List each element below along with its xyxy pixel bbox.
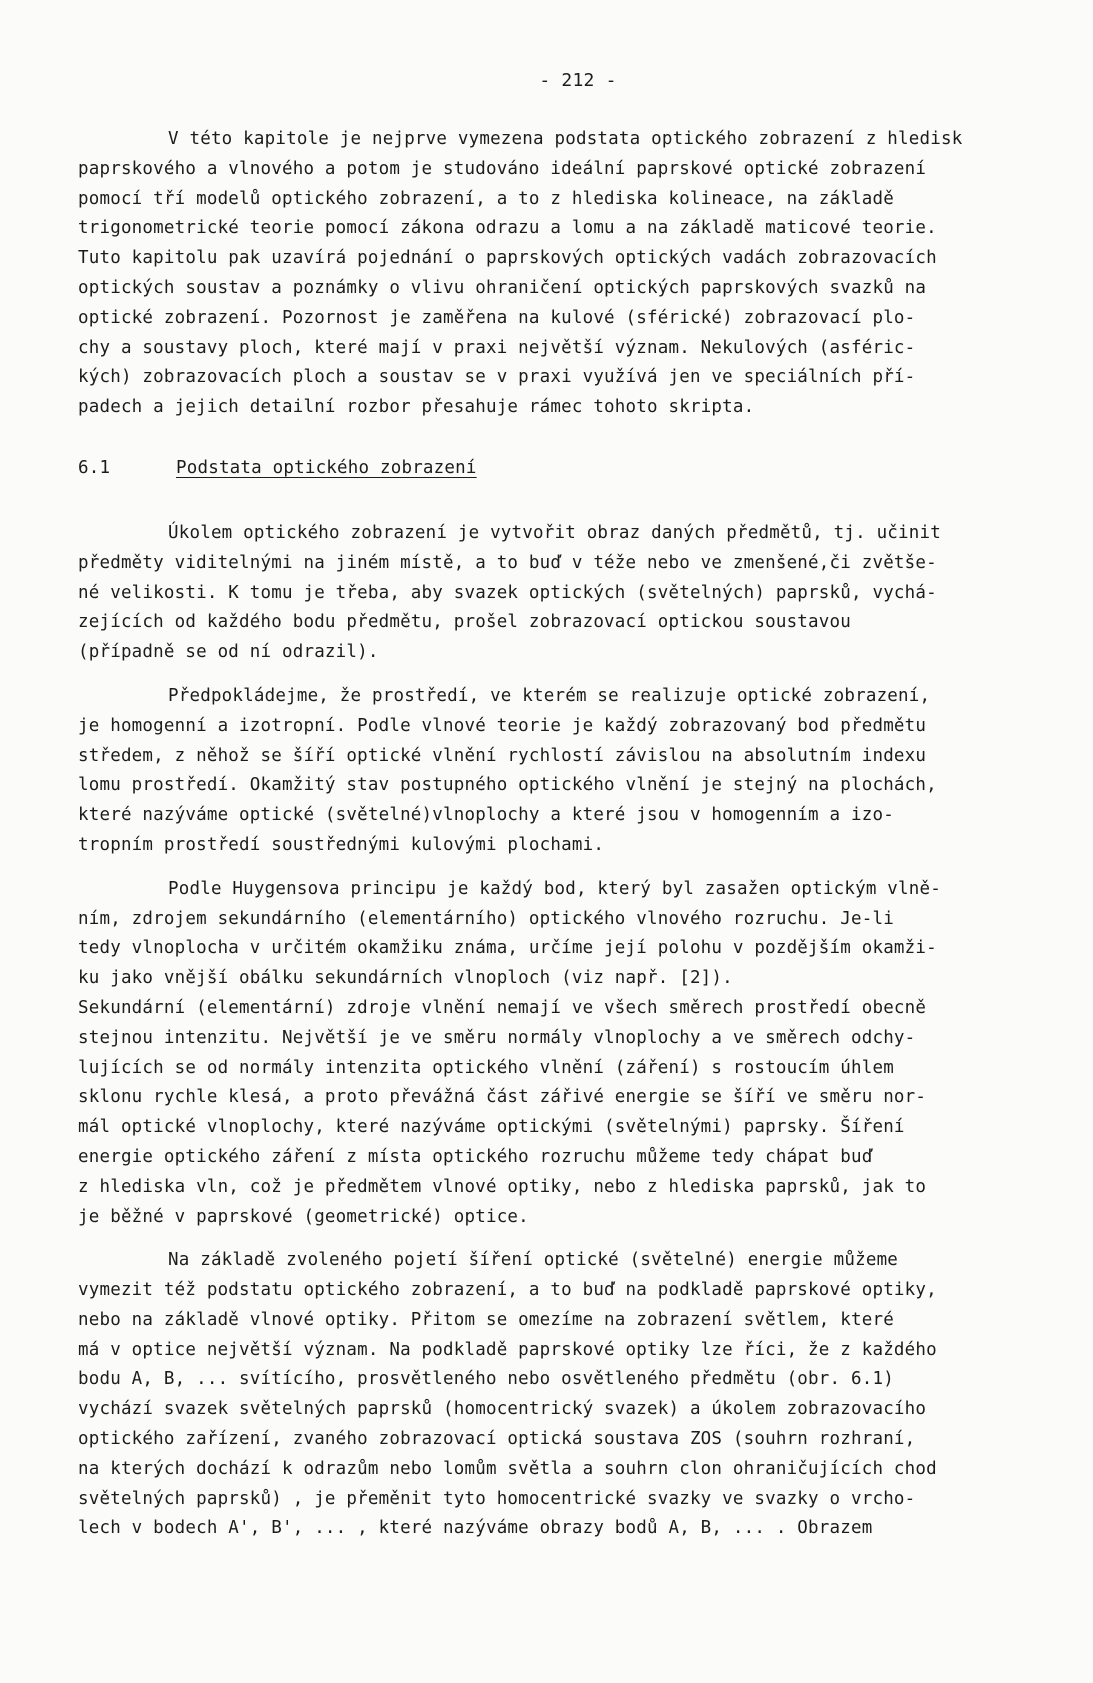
- paragraph-1: [78, 519, 1078, 668]
- text-line: vymezit též podstatu optického zobrazení, a to buď na podkladě paprskové optiky,: [78, 1280, 937, 1301]
- text-line: má v optice největší význam. Na podkladě paprskové optiky lze říci, že z každého: [78, 1339, 937, 1360]
- text-line: paprskového a vlnového a potom je studováno ideální paprskové optické zobrazení: [78, 158, 927, 179]
- text-line: středem, z něhož se šíří optické vlnění rychlostí závislou na absolutním indexu: [78, 745, 927, 766]
- text-line: Na základě zvoleného pojetí šíření optické (světelné) energie můžeme: [168, 1250, 899, 1271]
- paragraph-2: [78, 682, 1078, 861]
- text-line: Sekundární (elementární) zdroje vlnění nemají ve všech směrech prostředí obecně: [78, 997, 927, 1018]
- text-line: V této kapitole je nejprve vymezena podstata optického zobrazení z hledisk: [168, 129, 963, 149]
- paragraph-3: [78, 875, 1078, 1233]
- text-line: trigonometrické teorie pomocí zákona odrazu a lomu a na základě maticové teorie.: [78, 218, 937, 239]
- text-line: z hlediska vln, což je předmětem vlnové optiky, nebo z hlediska paprsků, jak to: [78, 1176, 927, 1197]
- text-line: lech v bodech A', B', ... , které nazýváme obrazy bodů A, B, ... . Obrazem: [78, 1518, 873, 1539]
- paragraph-4: [78, 1246, 1078, 1544]
- text-line: světelných paprsků) , je přeměnit tyto homocentrické svazky ve svazky o vrcho-: [78, 1488, 916, 1509]
- text-line: bodu A, B, ... svítícího, prosvětleného nebo osvětleného předmětu (obr. 6.1): [78, 1369, 894, 1390]
- text-line: chy a soustavy ploch, které mají v praxi největší význam. Nekulových (asféric-: [78, 337, 916, 358]
- section-number: 6.1: [78, 457, 111, 478]
- text-line: ním, zdrojem sekundárního (elementárního) optického vlnového rozruchu. Je-li: [78, 908, 894, 929]
- text-line: kých) zobrazovacích ploch a soustav se v praxi využívá jen ve speciálních pří-: [78, 367, 916, 388]
- text-line: energie optického záření z místa optického rozruchu můžeme tedy chápat buď: [78, 1146, 873, 1167]
- text-line: je běžné v paprskové (geometrické) optice.: [78, 1206, 529, 1227]
- text-line: lujících se od normály intenzita optického vlnění (záření) s rostoucím úhlem: [78, 1057, 894, 1078]
- text-line: optického zařízení, zvaného zobrazovací optická soustava ZOS (souhrn rozhraní,: [78, 1429, 916, 1450]
- text-line: Tuto kapitolu pak uzavírá pojednání o paprskových optických vadách zobrazovacích: [78, 248, 937, 269]
- text-line: pomocí tří modelů optického zobrazení, a to z hlediska kolineace, na základě: [78, 188, 894, 209]
- text-line: na kterých dochází k odrazům nebo lomům světla a souhrn clon ohraničujících chod: [78, 1458, 937, 1479]
- page-number: - 212 -: [539, 70, 617, 91]
- text-line: které nazýváme optické (světelné)vlnoplochy a které jsou v homogenním a izo-: [78, 805, 894, 826]
- text-line: ku jako vnější obálku sekundárních vlnoploch (viz např. [2]).: [78, 968, 733, 989]
- text-line: vychází svazek světelných paprsků (homocentrický svazek) a úkolem zobrazovacího: [78, 1399, 927, 1420]
- text-line: mál optické vlnoplochy, které nazýváme optickými (světelnými) paprsky. Šíření: [78, 1117, 905, 1138]
- text-line: tropním prostředí soustřednými kulovými plochami.: [78, 834, 605, 855]
- section-heading: [78, 453, 1078, 483]
- text-line: né velikosti. K tomu je třeba, aby svazek optických (světelných) paprsků, vychá-: [78, 582, 937, 603]
- text-line: Podle Huygensova principu je každý bod, který byl zasažen optickým vlně-: [168, 878, 941, 899]
- text-line: sklonu rychle klesá, a proto převážná část zářivé energie se šíří ve směru nor-: [78, 1087, 927, 1108]
- text-line: padech a jejich detailní rozbor přesahuje rámec tohoto skripta.: [78, 397, 755, 418]
- text-line: tedy vlnoplocha v určitém okamžiku známa, určíme její polohu v pozdějším okamži-: [78, 938, 937, 959]
- text-line: nebo na základě vlnové optiky. Přitom se omezíme na zobrazení světlem, které: [78, 1309, 894, 1330]
- text-line: je homogenní a izotropní. Podle vlnové teorie je každý zobrazovaný bod předmětu: [78, 715, 927, 736]
- intro-paragraph: [78, 125, 1078, 423]
- text-line: předměty viditelnými na jiném místě, a to buď v téže nebo ve zmenšené,či zvětše-: [78, 552, 937, 573]
- text-line: Předpokládejme, že prostředí, ve kterém se realizuje optické zobrazení,: [168, 685, 931, 706]
- text-line: optických soustav a poznámky o vlivu ohraničení optických paprskových svazků na: [78, 277, 927, 298]
- text-line: zejících od každého bodu předmětu, prošel zobrazovací optickou soustavou: [78, 612, 851, 633]
- text-line: lomu prostředí. Okamžitý stav postupného optického vlnění je stejný na plochách,: [78, 775, 937, 796]
- text-line: stejnou intenzitu. Největší je ve směru normály vlnoplochy a ve směrech odchy-: [78, 1027, 916, 1048]
- text-line: optické zobrazení. Pozornost je zaměřena na kulové (sférické) zobrazovací plo-: [78, 307, 916, 328]
- section-title: Podstata optického zobrazení: [176, 457, 477, 478]
- text-line: Úkolem optického zobrazení je vytvořit obraz daných předmětů, tj. učinit: [168, 522, 941, 543]
- document-page: [78, 70, 1078, 1558]
- text-line: (případně se od ní odrazil).: [78, 642, 379, 663]
